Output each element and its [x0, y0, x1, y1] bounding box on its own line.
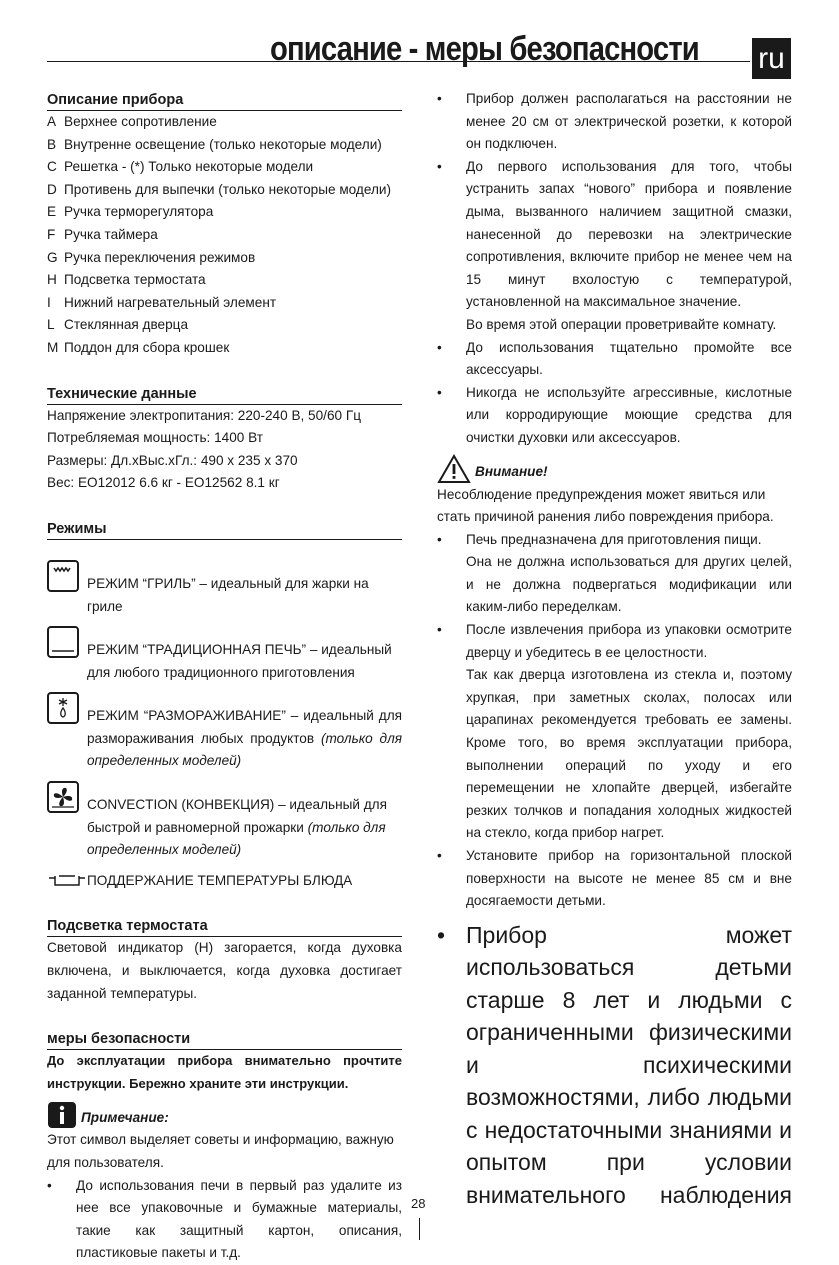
item-text: Нижний нагревательный элемент: [64, 294, 277, 310]
mode-convection-text: [87, 781, 402, 862]
tech-title: Технические данные: [47, 382, 402, 405]
description-item: [47, 111, 402, 134]
item-letter: I: [47, 294, 51, 310]
description-item: [47, 201, 402, 224]
note-heading: [47, 1099, 402, 1129]
description-item: [47, 156, 402, 179]
description-title: Описание прибора: [47, 88, 402, 111]
keep-warm-text: ПОДДЕРЖАНИЕ ТЕМПЕРАТУРЫ БЛЮДА: [87, 872, 353, 888]
safety-bullet-3: • До первого использования для того, чтобы устранить запах “нового” прибора и появление дыма, вызванного наличием защитной смазки, нанесенной до перевозки на электрические сопротивления, включите прибор не менее чем на 15 минут вхолостую с температурой, установленной на максимальное значение. Во время этой операции проветривайте комнату.: [437, 156, 792, 337]
tech-line-weight: Вес: EO12012 6.6 кг - EO12562 8.1 кг: [47, 475, 280, 491]
mode-grill-text: РЕЖИМ “ГРИЛЬ” – идеальный для жарки на гриле: [87, 575, 369, 614]
mode-traditional-text: РЕЖИМ “ТРАДИЦИОННАЯ ПЕЧЬ” – идеальный для любого традиционного приготовления: [87, 642, 392, 680]
item-letter: L: [47, 317, 55, 333]
fan-icon: [47, 781, 79, 813]
traditional-oven-icon: [47, 626, 79, 658]
children-warning: • Прибор может использоваться детьми старше 8 лет и людьми с ограниченными физическими и психическими возможностями, либо людьми с недостаточными знаниями и опытом при условии внимательного наблюдения: [437, 919, 792, 1212]
modes-title: Режимы: [47, 517, 402, 540]
page-title: описание - меры безопасности: [270, 30, 699, 68]
item-letter: M: [47, 339, 59, 355]
description-item: [47, 224, 402, 247]
w-bullet-1-main: Печь предназначена для приготовления пищи.: [466, 531, 762, 547]
safety-bullet-2: • Прибор должен располагаться на расстоянии не менее 20 см от электрической розетки, к которой он подключен.: [437, 88, 792, 156]
description-list: [47, 111, 402, 360]
right-column: [437, 88, 792, 1211]
warning-title: Внимание!: [475, 463, 548, 479]
mode-keep-warm: [47, 870, 402, 893]
warning-heading: [437, 454, 792, 484]
item-text: Поддон для сбора крошек: [64, 339, 230, 355]
item-text: Решетка - (*) Только некоторые модели: [64, 159, 314, 175]
description-item: [47, 269, 402, 292]
bullet-3-main: До первого использования для того, чтобы устранить запах “нового” прибора и появление дыма, вызванного наличием защитной смазки, нанесенной до перевозки на электрические сопротивления, включите прибор не менее чем на 15 минут вхолостую с температурой, установленной на максимальное значение.: [466, 158, 792, 310]
left-column: [47, 88, 402, 1265]
description-item: [47, 134, 402, 157]
description-item: [47, 247, 402, 270]
warning-icon: [437, 454, 471, 484]
safety-bullet-3-text: [466, 156, 792, 337]
defrost-note: (только для определенных моделей): [87, 730, 402, 769]
item-text: Стеклянная дверца: [64, 317, 189, 333]
safety-bullet-2-text: Прибор должен располагаться на расстоянии не менее 20 см от электрической розетки, к которой он подключен.: [466, 91, 792, 152]
defrost-icon: [47, 692, 79, 724]
warning-bullet-2: • После извлечения прибора из упаковки осмотрите дверцу и убедитесь в ее целостности. Так как дверца изготовлена из стекла и, поэтому хрупкая, при заметных сколах, полосах или царапинах рекомендуется требовать ее замены. Кроме того, во время эксплуатации прибора, выполнении операций по уходу и его перемещении не хлопайте дверцей, избегайте резких толчков и попадания холодных жидкостей на стекло, когда прибор нагрет.: [437, 619, 792, 845]
item-letter: F: [47, 226, 56, 242]
mode-defrost: [47, 692, 402, 773]
item-letter: A: [47, 114, 57, 129]
safety-bullet-5-text: Никогда не используйте агрессивные, кислотные или корродирующие моющие средства для очистки духовки или аксессуаров.: [466, 384, 792, 445]
tech-line-voltage: Напряжение электропитания: 220-240 В, 50/60 Гц: [47, 407, 362, 423]
note-title: Примечание:: [81, 1109, 169, 1125]
item-letter: E: [47, 204, 57, 220]
warning-bullet-2-text: [466, 619, 792, 845]
description-item: [47, 292, 402, 315]
warning-bullet-3: • Установите прибор на горизонтальной плоской поверхности на высоте не менее 85 см и вне досягаемости детьми.: [437, 845, 792, 913]
warning-bullet-1: • Печь предназначена для приготовления пищи. Она не должна использоваться для других целей, и не должна подвергаться модификации или каким-либо переделкам.: [437, 529, 792, 619]
thermostat-text: Световой индикатор (H) загорается, когда духовка включена, и выключается, когда духовка достигает заданной температуры.: [47, 940, 402, 1001]
warning-text: Несоблюдение предупреждения может явиться или стать причиной ранения либо повреждения прибора.: [437, 486, 774, 525]
grill-icon: [47, 560, 79, 592]
safety-bullet-text: До использования печи в первый раз удалите из нее все упаковочные и бумажные материалы, такие как защитный картон, описания, пластиковые пакеты и т.д.: [76, 1177, 402, 1261]
safety-bullet: • До использования печи в первый раз удалите из нее все упаковочные и бумажные материалы, такие как защитный картон, описания, пластиковые пакеты и т.д.: [47, 1175, 402, 1265]
item-text: Подсветка термостата: [64, 272, 206, 288]
mode-traditional: [47, 626, 402, 684]
children-warning-text: Прибор может использоваться детьми старше 8 лет и людьми с ограниченными физическими и психическими возможностями, либо людьми с недостаточными знаниями и опытом при условии внимательного наблюдения: [466, 921, 792, 1208]
note-text: Этот символ выделяет советы и информацию, важную для пользователя.: [47, 1132, 394, 1170]
w-bullet-2-main: После извлечения прибора из упаковки осмотрите дверцу и убедитесь в ее целостности.: [466, 622, 792, 660]
convection-note: (только для определенных моделей): [87, 819, 386, 858]
convection-description: CONVECTION (КОНВЕКЦИЯ) – идеальный для быстрой и равномерной прожарки: [87, 797, 387, 835]
item-text: Ручка терморегулятора: [64, 204, 214, 220]
item-text: Ручка переключения режимов: [64, 249, 256, 265]
item-text: Противень для выпечки (только некоторые модели): [64, 181, 392, 197]
item-letter: D: [47, 181, 57, 197]
tech-line-power: Потребляемая мощность: 1400 Вт: [47, 430, 263, 446]
item-letter: B: [47, 136, 57, 152]
warning-bullet-1-text: [466, 529, 792, 619]
mode-convection: [47, 781, 402, 862]
page-number: 28: [411, 1196, 426, 1211]
safety-bullet-4-text: До использования тщательно промойте все аксессуары.: [466, 339, 792, 378]
item-text: Ручка таймера: [64, 226, 158, 242]
item-letter: G: [47, 249, 58, 265]
w-bullet-2-extra: Так как дверца изготовлена из стекла и, поэтому хрупкая, при заметных сколах, полосах или царапинах рекомендуется требовать ее замены. Кроме того, во время эксплуатации прибора, выполнении операций по уходу и его перемещении не хлопайте дверцей, избегайте резких толчков и попадания холодных жидкостей на стекло, когда прибор нагрет.: [466, 667, 792, 841]
item-text: Внутренне освещение (только некоторые модели): [64, 136, 382, 152]
w-bullet-1-extra: Она не должна использоваться для других целей, и не должна подвергаться модификации или каким-либо переделкам.: [466, 554, 792, 615]
item-text: Верхнее сопротивление: [64, 114, 217, 129]
item-letter: C: [47, 159, 57, 175]
description-item: [47, 337, 402, 360]
safety-title: меры безопасности: [47, 1027, 402, 1050]
safety-intro: До эксплуатации прибора внимательно прочтите инструкции. Бережно храните эти инструкции.: [47, 1053, 402, 1091]
keep-warm-icon: [47, 873, 87, 889]
warning-bullet-3-text: Установите прибор на горизонтальной плоской поверхности на высоте не менее 85 см и вне досягаемости детьми.: [466, 848, 792, 909]
page-divider: [419, 1218, 420, 1240]
item-letter: H: [47, 272, 57, 288]
safety-bullet-5: • Никогда не используйте агрессивные, кислотные или корродирующие моющие средства для очистки духовки или аксессуаров.: [437, 382, 792, 450]
bullet-3-extra: Во время этой операции проветривайте комнату.: [466, 316, 777, 332]
mode-defrost-text: [87, 692, 402, 773]
description-item: [47, 314, 402, 337]
tech-line-dimensions: Размеры: Дл.хВыс.хГл.: 490 x 235 x 370: [47, 452, 298, 468]
language-badge: ru: [752, 38, 791, 79]
thermostat-title: Подсветка термостата: [47, 914, 402, 937]
defrost-description: РЕЖИМ “РАЗМОРАЖИВАНИЕ” – идеальный для размораживания любых продуктов: [87, 708, 402, 746]
safety-bullet-4: • До использования тщательно промойте все аксессуары.: [437, 337, 792, 382]
mode-grill: [47, 560, 402, 618]
info-icon: [47, 1101, 77, 1129]
header-rule: [47, 61, 750, 62]
description-item: [47, 179, 402, 202]
